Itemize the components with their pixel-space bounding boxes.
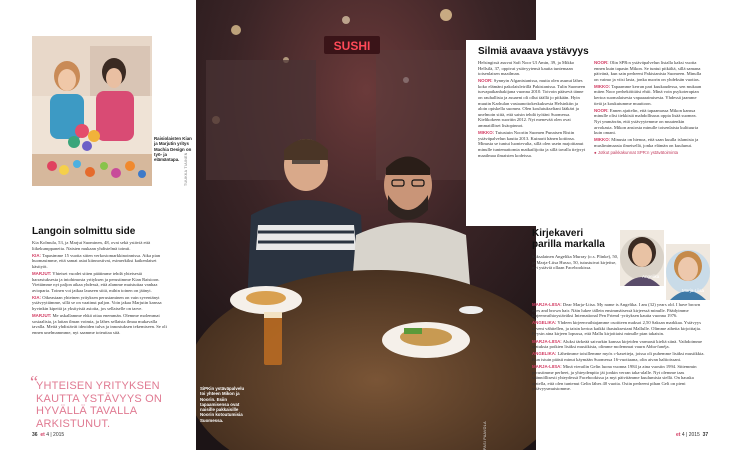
paragraph-text: Me uskallamme ehkä ottaa enemmän. Olemme molemmat sosiaalisia, ja laitan ilman voimia, ja lähes sellaista ilmaa mukavalla tavalla. Meitä yhdistävät ideoiden tulva ja innostuksen tekemiseen. Se oli ennen unelmammme, nyt saamme toteuttaa sitä. [32, 313, 167, 335]
speaker-label: NOOR: [594, 60, 609, 65]
cafe-photo-credit: PASI PAAVOLA [483, 421, 487, 450]
right-bottom-paragraph [532, 364, 708, 392]
craft-photo-image [32, 36, 152, 186]
right-top-paragraph [594, 60, 702, 82]
paragraph-text: Saksalainen Angelika Murray (o.s. Plinke), 50, ja Marja-Liisa Husso, 50, tutustuivat kirjeitse, nyt ystäviä ollaan Facebookissa. [532, 254, 619, 271]
speaker-label: NOOR: [594, 107, 609, 113]
paragraph-text: Kia Kolmula, 53, ja Marjut Suominen, 48, ovat sekä ystäviä että liikekumppaneita. Naisten mukaan yhdistelmä toimii. [32, 240, 151, 251]
paragraph-text: Olin SPR:n ystäväpalvelun listalla kaksi vuotta ennen kuin tapasin Mikon. Se tuntui pitkältä, sillä samana päivänä, kun sain perheeni Pakistanista Suomeen. Minulla on vaimo ja viisi lasta, jonka nuorin on yhdeksän vuotias. [594, 60, 702, 82]
portrait-marja-liisa-label: Marja-Liisa [682, 288, 705, 293]
portrait-marja-liisa [666, 244, 710, 300]
paragraph-text: Helsingissä asuvat Safi Noor Ul Amin, 39, ja Mikko Hellsilä, 37, oppivat ystävyytensä kautta tuntemaan toisenlaisen maailman. [478, 60, 575, 77]
speaker-label: ANGELIKA: [532, 320, 557, 326]
left-issue: 4 | 2015 [46, 432, 65, 438]
right-page-top [466, 40, 738, 226]
left-article-title: Langoin solmittu side [32, 226, 136, 237]
right-bottom-body [532, 254, 620, 272]
portrait-angelika-label: Angelika [642, 274, 660, 279]
left-page-number: 36 [32, 432, 38, 438]
right-bottom-paragraph [532, 351, 708, 362]
speaker-label: ANGELIKA: [532, 351, 557, 357]
paragraph-text: Minusta on hienoa, että saan kuulla islamista ja muslimimaasta ilmeisellä, jonka elämän on kuulunut. [594, 137, 699, 148]
right-top-paragraph [478, 78, 586, 128]
paragraph-text: Lähetimme toisillemme myös c-kasetteja, joissa oli puhemme lisäksi musiikkia. Kun istuin päästi minut käymään Suomessa 16-vuotiaana, olin aivan haltioissani. [532, 351, 705, 362]
craft-photo-caption: Raisiolaisten Kian ja Marjutin yritys Machia Design on työ- ja elämäntapa. [154, 136, 192, 163]
right-bottom-body-wide [532, 302, 708, 393]
cafe-photo-caption: SiPKin ystäväpalvelu toi yhteen Mikon ja Noorin. Esiin tapaamisensa ovat naisille pakkaisille Noorin kotoutumisia Suomessa. [200, 386, 245, 423]
craft-photo [32, 36, 152, 186]
pull-quote-mark: “ [30, 372, 38, 392]
web-note [594, 150, 702, 156]
paragraph-text: Synnyin Afganistanissa, mutta olen asunut lähes koko elämäni pakolaisleirillä Pakistanissa. Tulin Suomeen turvapaikanhakijana vuonna 2010. Toivoin pääsevä tänne on rauhallista ja asuaeni oli ollut täällä jo pitkään. Hyin muutin Karhulan vastaanottokeskuksesta Helsinkiin ja aloin opiskella suomea. Olen koulutukseltani lääkäri ja unelmoin siitä, että saisin tehdä työtäni Suomessa. Kielikokeen suoritin 2012. Nyt menevää olen ovat ammatilliset lisäopinnot. [478, 78, 586, 129]
left-magazine-name: et [40, 432, 45, 438]
left-article-paragraph [32, 240, 168, 251]
paragraph-text: Tapaamme kerran pari kuukaudessa, sen mukaan miten Noor perheköittäisi ehtii. Minä voin psykoterapian kertoa suomalaisesta vapaaaaimisesta. Yhdessä jaamme tietä ja koukutumme muuttoon. [594, 83, 702, 106]
right-top-left-column [478, 60, 586, 160]
speaker-label: MIKKO: [594, 83, 611, 89]
craft-photo-credit: TUUKKA TIAINEN [184, 152, 188, 186]
paragraph-text: Minä vierailin Gelin luona vuonna 1984 ja aina vuosiin 1994. Sittemmin perustimme perheet, ja yhteydenpito jäi jonkin verran taka-alalle. Nyt olemme taas säännöllisesti yhteydessä Facebookissa ja myt päivitämme kuulumisia siellä. On hauska ajatella, että olen tuntenut Gelin lähes 40 vuotta. Ostin perheeni pihan Geli on pieni ystävyysmuistomme. [532, 363, 697, 392]
right-top-paragraph [594, 137, 702, 148]
right-top-paragraph [594, 108, 702, 136]
paragraph-text: Yhdeen kirjeenvaihtajamme osoitteen maksoi 2,50 Saksan markkaa. Ystävyys syveni vähitellen, ja taisin kertoa kaikki ihastuksestani Mallulle. Olimme aiheita kirjoittajia. Pyysin aina kirjeen lopussa, että Mallu kirjoittaisi minulle pian takaisin. [532, 320, 702, 337]
right-bottom-title: Kirjekaveri parilla markalla [532, 228, 605, 250]
speaker-label: KIA: [32, 252, 42, 258]
right-bottom-paragraph [532, 302, 708, 319]
sushi-sign: SUSHI [333, 39, 371, 53]
paragraph-text: Tutustuin Nooriin Suomen Punaisen Ristin ystäväpalvelun kautta 2013. Kuinarit hänen kotiinsa. Minusta se tuntui luontevalta, sillä olen usein majoittanut minulle tuntemattomia matkailijoita ja sillä tavalla tiejyryt maailmaa ilmaisten kodeissa. [478, 130, 586, 158]
right-bottom-paragraph [532, 320, 708, 337]
speaker-label: MARJA-LIISA: [532, 363, 562, 369]
paragraph-text: Tapasimme 15 vuotta sitten verkostomarkkinoinnissa. Aika pian huomasimme, että samat asiat kiinnostivat, esimerkiksi kaikenlaiset käsityöt. [32, 252, 161, 269]
left-article-paragraph [32, 271, 168, 293]
paragraph-text: Oikeastaan yhteinen yrityksen perustaminen on vain syventänyt ystävyyttämme, sillä se on vaatinut paljon. Voin jakaa Marjutin kanssa hyvinkin kipeitä ja yksityisiä asioita, jos sellaiselle on tarve. [32, 294, 162, 312]
right-bottom-paragraph [532, 339, 708, 350]
speaker-label: MARJA-LIISA: [532, 338, 562, 344]
web-note-text: Jotkut paikkakunnat SPR:n ystävätoiminta [597, 150, 679, 156]
right-top-right-column [594, 60, 702, 156]
right-top-paragraph [478, 130, 586, 158]
pointer-icon: ● [594, 150, 597, 156]
right-bottom-paragraph [532, 254, 620, 271]
speaker-label: MARJA-LIISA: [532, 302, 562, 307]
right-page-number: 37 [702, 432, 709, 438]
paragraph-text: Ennen ajattelin, että tapaamassa Mikon kanssa minulle olisi tiekkistä mahdollisuus oppia lisää suomea. Nyt ymmärrän, että ystävyytemme on muutenkin arvokasta. Mikon ansiosta minulle toisenlaista kulttuuria kuin omani. [594, 107, 699, 136]
speaker-label: MARJUT: [32, 313, 52, 319]
paragraph-text: Yhteiset vuodet sitten päätimme tehdä yhteisestä harrastuksesta ja intohimosta yrityksen ja perustimme Kian Raisioon. Viettämme nyt paljon aikaa yhdessä, että alamme muistuttaa vanhaa avioparia. Toinen voi jatkaa lauseen siitä, mihin toinen on jäänyt. [32, 270, 160, 293]
left-article-paragraph [32, 253, 168, 270]
left-footer [32, 432, 64, 438]
speaker-label: MIKKO: [478, 130, 495, 136]
speaker-label: NOOR: [478, 78, 493, 84]
speaker-label: KIA: [32, 294, 42, 300]
right-footer [676, 432, 708, 438]
speaker-label: MIKKO: [594, 137, 611, 143]
paragraph-text: Aluksi tärkeää saivarkin kanssa kirjeiden varmasti kieltä siinä. Vaihdoimme ajatuksia poikien lisäksi musiikista, olimme molemmat vaurn Abba-fanéja. [532, 338, 703, 350]
right-top-paragraph [594, 84, 702, 106]
portrait-angelika [620, 230, 664, 286]
paragraph-text: Dear Marja-Liisa. My name is Angelika. I am (32) years old. I have brown eyes and brown hair. Näin lukee tällein ensimmäisessä kirjeessä minulle. Päädyimme kirjeenvaihtoystäväksi International Pen Friend -yrityksen kautta vuonna 1976. [532, 302, 701, 319]
right-top-paragraph [478, 60, 586, 77]
pull-quote: YHTEISEN YRITYKSEN KAUTTA YSTÄVYYS ON HYVÄLLÄ TAVALLA ARKISTUNUT. [36, 380, 163, 430]
right-page-bottom [532, 226, 738, 450]
right-issue: 4 | 2015 [681, 432, 700, 438]
left-page [0, 0, 196, 450]
right-magazine-name: et [676, 432, 681, 438]
right-top-title: Silmiä avaava ystävyys [478, 46, 589, 57]
left-article-paragraph [32, 313, 168, 335]
left-article-paragraph [32, 295, 168, 312]
speaker-label: MARJUT: [32, 270, 52, 276]
left-article-body [32, 240, 168, 337]
